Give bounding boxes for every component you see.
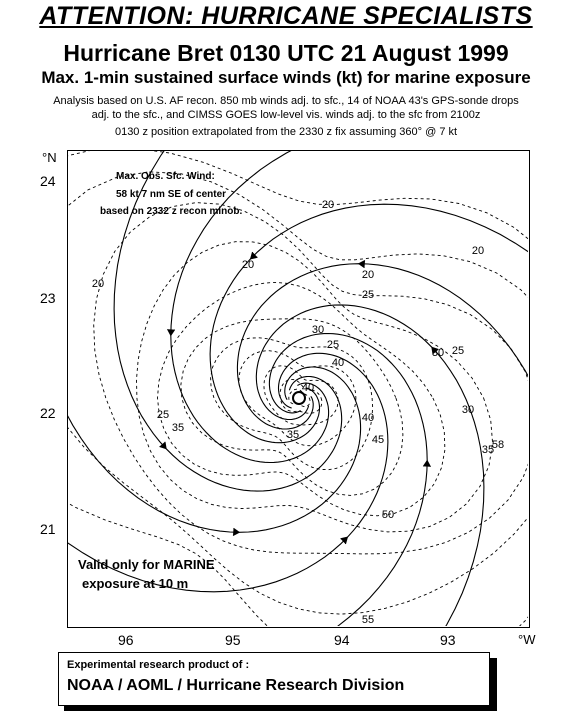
lon-label-93: 93 xyxy=(440,632,456,648)
analysis-note-line-1: Analysis based on U.S. AF recon. 850 mb winds adj. to sfc., 14 of NOAA 43's GPS-sonde drops xyxy=(53,95,519,107)
longitude-unit-label: °W xyxy=(518,632,536,647)
page-subtitle: Max. 1-min sustained surface winds (kt) for marine exposure xyxy=(41,68,531,87)
isotach-contour xyxy=(91,203,528,554)
attention-banner: ATTENTION: HURRICANE SPECIALISTS xyxy=(39,2,533,30)
max-obs-wind-line-1: Max. Obs. Sfc. Wind: xyxy=(116,171,215,182)
streamline-arrow xyxy=(168,329,175,335)
credit-box-shadow-bottom xyxy=(64,706,497,711)
max-obs-wind-line-2: 58 kt 7 nm SE of center xyxy=(116,189,227,200)
isotach-value-label: 20 xyxy=(321,199,335,211)
credit-box-shadow xyxy=(490,658,497,711)
isotach-value-label: 58 xyxy=(491,439,505,451)
validity-note-line-2: exposure at 10 m xyxy=(82,576,189,591)
lat-label-24: 24 xyxy=(40,173,56,189)
isotach-value-label: 40 xyxy=(331,357,345,369)
isotach-value-label: 40 xyxy=(361,412,375,424)
streamline xyxy=(210,204,528,443)
lat-label-22: 22 xyxy=(40,405,56,421)
latitude-unit-label: °N xyxy=(42,150,57,165)
isotach-value-label: 25 xyxy=(326,339,340,351)
isotach-value-label: 40 xyxy=(301,382,315,394)
streamline xyxy=(114,151,345,491)
streamline xyxy=(256,305,484,626)
analysis-note-line-2: adj. to the sfc., and CIMSS GOES low-level vis. winds adj. to the sfc from 2100z xyxy=(91,109,481,121)
lon-label-95: 95 xyxy=(225,632,241,648)
isotach-value-label: 20 xyxy=(361,269,375,281)
streamline-arrow xyxy=(233,528,239,535)
isotach-value-label: 20 xyxy=(241,259,255,271)
streamline-arrow xyxy=(423,461,430,467)
credit-line-2: NOAA / AOML / Hurricane Research Division xyxy=(67,677,405,694)
credit-box xyxy=(58,652,490,706)
isotach-value-label: 30 xyxy=(461,404,475,416)
isotach-value-label: 50 xyxy=(381,509,395,521)
isotach-value-label: 45 xyxy=(371,434,385,446)
wind-field-map xyxy=(67,150,530,628)
analysis-note-line-3: 0130 z position extrapolated from the 2330 z fix assuming 360° @ 7 kt xyxy=(114,126,458,138)
isotach-value-label: 25 xyxy=(451,345,465,357)
isotach-value-label: 35 xyxy=(171,422,185,434)
isotach-value-label: 35 xyxy=(286,429,300,441)
lon-label-96: 96 xyxy=(118,632,134,648)
streamline-arrow xyxy=(359,261,365,268)
lat-label-23: 23 xyxy=(40,290,56,306)
isotach-value-label: 55 xyxy=(361,614,375,626)
isotach-value-label: 25 xyxy=(156,409,170,421)
isotach-value-label: 25 xyxy=(361,289,375,301)
page-title: Hurricane Bret 0130 UTC 21 August 1999 xyxy=(63,40,509,66)
isotach-value-label: 20 xyxy=(471,245,485,257)
isotach-value-label: 30 xyxy=(311,324,325,336)
isotach-contour xyxy=(211,338,373,470)
validity-note-line-1: Valid only for MARINE xyxy=(78,557,215,572)
isotach-value-label: 20 xyxy=(91,278,105,290)
isotach-value-label: 30 xyxy=(431,347,445,359)
credit-line-1: Experimental research product of : xyxy=(67,659,250,671)
lat-label-21: 21 xyxy=(40,521,56,537)
isotach-value-label: 35 xyxy=(481,444,495,456)
max-obs-wind-line-3: based on 2332 z recon minob. xyxy=(100,206,243,217)
lon-label-94: 94 xyxy=(334,632,350,648)
